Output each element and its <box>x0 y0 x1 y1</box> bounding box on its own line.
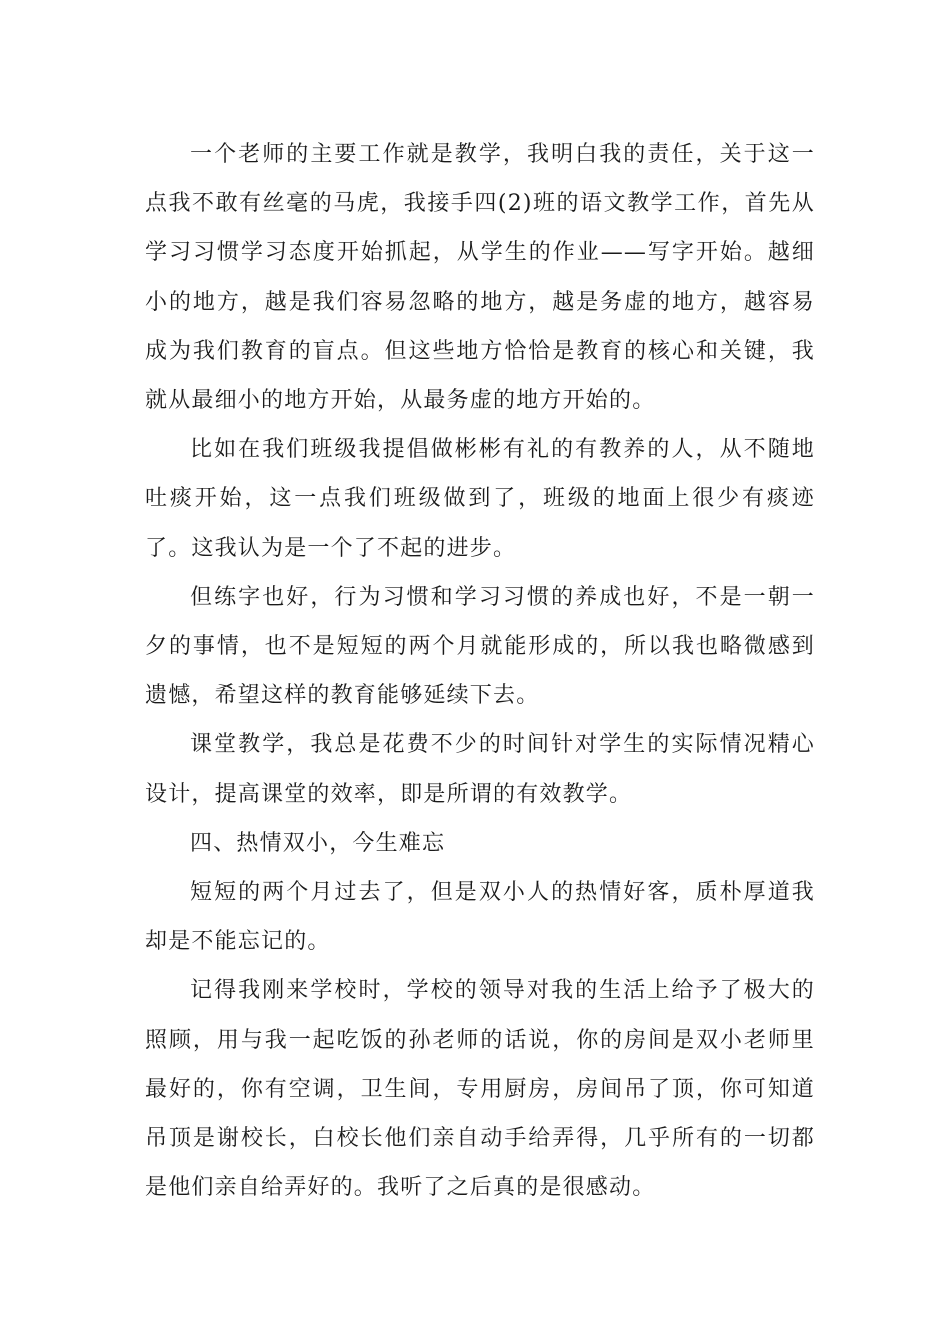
section-heading: 四、热情双小，今生难忘 <box>190 830 446 856</box>
paragraph-memories: 记得我刚来学校时，学校的领导对我的生活上给予了极大的照顾，用与我一起吃饭的孙老师的话说，你的房间是双小老师里最好的，你有空调，卫生间，专用厨房，房间吊了顶，你可知道吊顶是谢校长，白校长他们亲自动手给弄得，几乎所有的一切都是他们亲自给弄好的。我听了之后真的是很感动。 <box>145 978 815 1201</box>
paragraph-teaching-duty: 一个老师的主要工作就是教学，我明白我的责任，关于这一点我不敢有丝毫的马虎，我接手四(2)班的语文教学工作，首先从学习习惯学习态度开始抓起，从学生的作业——写字开始。越细小的地方，越是我们容易忽略的地方，越是务虚的地方，越容易成为我们教育的盲点。但这些地方恰恰是教育的核心和关键，我就从最细小的地方开始，从最务虚的地方开始的。 <box>145 142 815 414</box>
body-text <box>145 130 815 1212</box>
paragraph-habits-regret: 但练字也好，行为习惯和学习习惯的养成也好，不是一朝一夕的事情，也不是短短的两个月就能形成的，所以我也略微感到遗憾，希望这样的教育能够延续下去。 <box>145 584 815 709</box>
paragraph-classroom-teaching: 课堂教学，我总是花费不少的时间针对学生的实际情况精心设计，提高课堂的效率，即是所谓的有效教学。 <box>145 732 815 807</box>
paragraph-class-manners: 比如在我们班级我提倡做彬彬有礼的有教养的人，从不随地吐痰开始，这一点我们班级做到了，班级的地面上很少有痰迹了。这我认为是一个了不起的进步。 <box>145 437 815 561</box>
paragraph-hospitality: 短短的两个月过去了，但是双小人的热情好客，质朴厚道我却是不能忘记的。 <box>145 880 815 955</box>
